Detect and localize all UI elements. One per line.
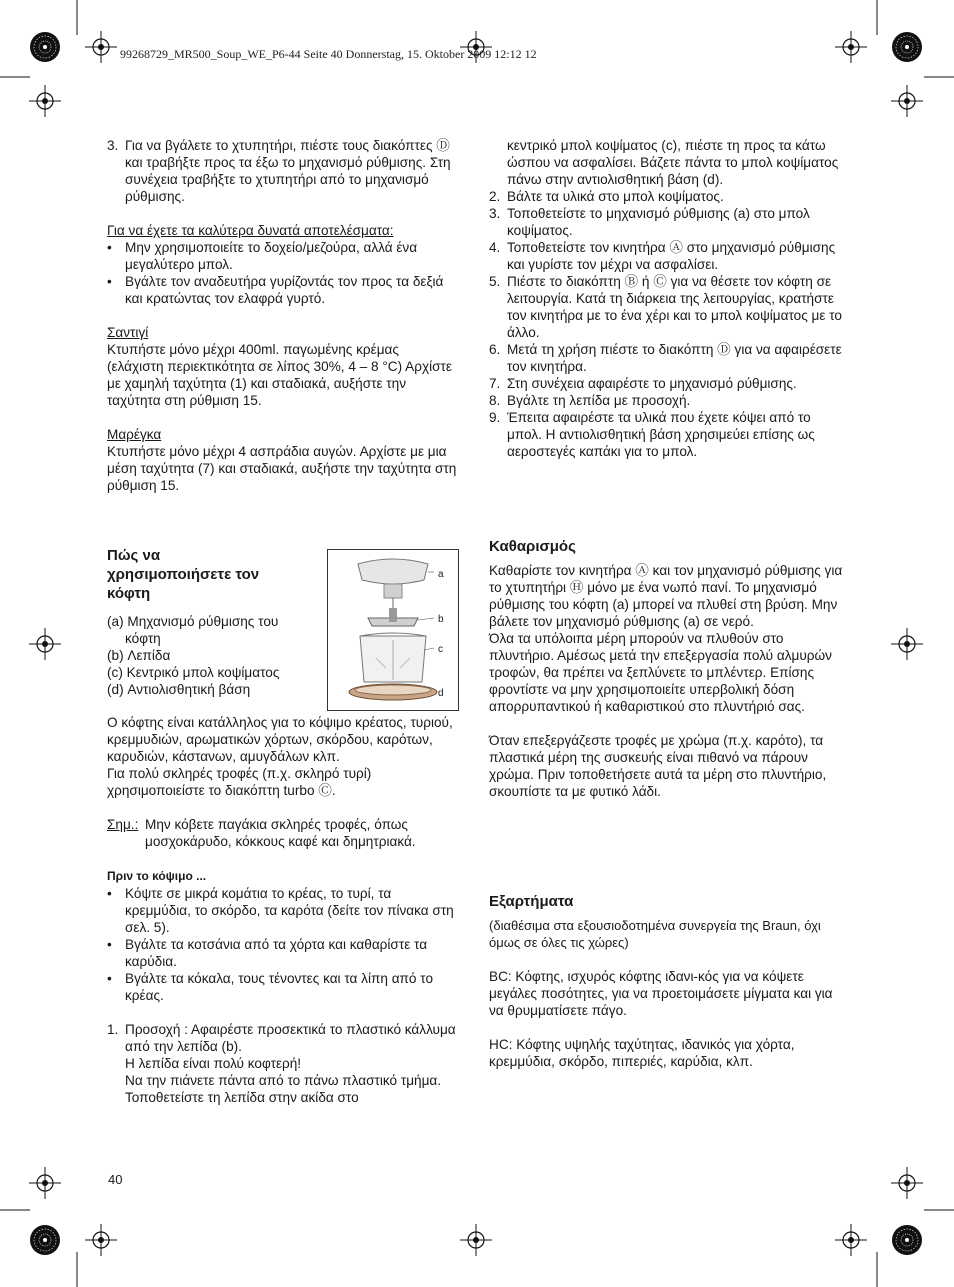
star-mark-icon bbox=[30, 32, 60, 62]
crosshair-icon bbox=[460, 1224, 492, 1256]
parts-list bbox=[107, 613, 317, 698]
accessories-intro: (διαθέσιμα στα εξουσιοδοτημένα συνεργεία της Braun, όχι όμως σε όλες τις χώρες) bbox=[489, 918, 821, 950]
cleaning-paragraph-2: Όλα τα υπόλοιπα μέρη μπορούν να πλυθούν στο πλυντήριο. Αμέσως μετά την επεξεργασία πολύ αλμυρών τροφών, θα πρέπει να ξεπλύνετε το μπλέντερ. Επίσης φροντίστε να μην χρησιμοποιείτε υπερβολική δόση απορρυπαντικού ή καθαριστικού στο πλυντήριό σας. bbox=[489, 631, 832, 714]
accessories-title: Εξαρτήματα bbox=[489, 893, 574, 910]
star-mark-icon bbox=[892, 32, 922, 62]
list-item: 4. Τοποθετείστε τον κινητήρα Ⓐ στο μηχανισμό ρύθμισης και γυρίστε τον μέχρι να ασφαλίσει. bbox=[489, 240, 836, 272]
chopper-illustration bbox=[327, 549, 459, 711]
meringue-text: Κτυπήστε μόνο μέχρι 4 ασπράδια αυγών. Αρχίστε με μια μέση ταχύτητα (7) και σταδιακά, αυξήστε την ταχύτητα στη ρύθμιση 15. bbox=[107, 444, 457, 493]
right-step-list bbox=[489, 188, 849, 460]
list-item: • Μην χρησιμοποιείτε το δοχείο/μεζούρα, αλλά ένα μεγαλύτερο μπολ. bbox=[107, 239, 457, 273]
note-block bbox=[107, 816, 457, 850]
crosshair-icon bbox=[29, 85, 61, 117]
list-item: 1. Προσοχή : Αφαιρέστε προσεκτικά το πλαστικό κάλλυμα από την λεπίδα (b). Η λεπίδα είναι πολύ κοφτερή! Να την πιάνετε πάντα από το πάνω πλαστικό τμήμα. Τοποθετείστε τη λεπίδα στην ακίδα στο bbox=[107, 1022, 456, 1105]
step1-continuation: κεντρικό μπολ κοψίματος (c), πιέστε τη προς τα κάτω ώσπου να ασφαλίσει. Βάζετε πάντα το μπολ κοψίματος πάνω στην αντιολισθητική βάση (d). bbox=[507, 138, 839, 187]
list-item: 8. Βγάλτε τη λεπίδα με προσοχή. bbox=[489, 393, 691, 408]
list-item: 2. Βάλτε τα υλικά στο μπολ κοψίματος. bbox=[489, 189, 724, 204]
list-item: 5. Πιέστε το διακόπτη Ⓑ ή Ⓒ για να θέσετε τον κόφτη σε λειτουργία. Κατά τη διάρκεια της λειτουργίας, κρατήστε τον κινητήρα με το ένα χέρι και το μπολ κοψίματος με το άλλο. bbox=[489, 274, 842, 340]
before-chopping-heading: Πριν το κόψιμο ... bbox=[107, 869, 207, 883]
list-item: 6. Μετά τη χρήση πιέστε το διακόπτη Ⓓ για να αφαιρέσετε τον κινητήρα. bbox=[489, 342, 842, 374]
star-mark-icon bbox=[30, 1225, 60, 1255]
list-item: 7. Στη συνέχεια αφαιρέστε το μηχανισμό ρύθμισης. bbox=[489, 376, 797, 391]
before-chopping-list bbox=[107, 885, 457, 1004]
chopper-body bbox=[107, 714, 457, 1106]
list-item: • Βγάλτε τα κοτσάνια από τα χόρτα και καθαρίστε τα καρύδια. bbox=[107, 936, 457, 970]
note-label: Σημ.: bbox=[107, 817, 139, 832]
accessory-bc: BC: Κόφτης, ισχυρός κόφτης ιδανι-κός για να κόψετε μεγάλες ποσότητες, για να προετοιμάσετε μίγματα και για να θρυμματίσετε πάγο. bbox=[489, 969, 833, 1018]
chantilly-heading: Σαντιγί bbox=[107, 325, 149, 340]
list-item: 9. Έπειτα αφαιρέστε τα υλικά που έχετε κόψει από το μπολ. Η αντιολισθητική βάση χρησιμεύει επίσης ως αεροστεγές καπάκι για το μπολ. bbox=[489, 410, 815, 459]
cleaning-paragraph-3: Όταν επεξεργάζεστε τροφές με χρώμα (π.χ. καρότο), τα πλαστικά μέρη της συσκευής είναι πιθανό να πάρουν χρώμα. Πριν τοποθετήσετε αυτά τα μέρη στο πλυντήριο, σκουπίστε τα με φυτικό λάδι. bbox=[489, 733, 827, 799]
crosshair-icon bbox=[29, 628, 61, 660]
crosshair-icon bbox=[835, 31, 867, 63]
list-item: (d) Αντιολισθητική βάση bbox=[107, 682, 251, 697]
right-column bbox=[489, 137, 849, 460]
list-item: • Κόψτε σε μικρά κομάτια το κρέας, το τυρί, τα κρεμμύδια, το σκόρδο, τα καρότα (δείτε τον πίνακα στη σελ. 5). bbox=[107, 885, 457, 936]
turbo-text: Για πολύ σκληρές τροφές (π.χ. σκληρό τυρί) χρησιμοποιείστε το διακόπτη turbo Ⓒ. bbox=[107, 766, 372, 798]
cleaning-title: Καθαρισμός bbox=[489, 538, 576, 555]
figure-label-c: c bbox=[438, 644, 443, 655]
figure-label-a: a bbox=[438, 569, 444, 580]
note-text: Μην κόβετε παγάκια σκληρές τροφές, όπως μοσχοκάρυδο, κόκκους καφέ και δημητριακά. bbox=[145, 817, 416, 849]
crosshair-icon bbox=[891, 85, 923, 117]
crosshair-icon bbox=[891, 628, 923, 660]
whisk-step-list bbox=[107, 137, 457, 205]
accessory-hc: HC: Κόφτης υψηλής ταχύτητας, ιδανικός για χόρτα, κρεμμύδια, σκόρδο, πιπεριές, καρύδια, κλπ. bbox=[489, 1037, 795, 1069]
list-item: 3. Τοποθετείστε το μηχανισμό ρύθμισης (a) στο μπολ κοψίματος. bbox=[489, 206, 810, 238]
list-item: • Βγάλτε τον αναδευτήρα γυρίζοντάς τον προς τα δεξιά και κρατώντας τον ελαφρά γυρτό. bbox=[107, 273, 457, 307]
figure-label-b: b bbox=[438, 614, 444, 625]
crosshair-icon bbox=[835, 1224, 867, 1256]
list-item: (b) Λεπίδα bbox=[107, 648, 171, 663]
accessories-section bbox=[489, 892, 849, 1070]
print-header: 99268729_MR500_Soup_WE_P6-44 Seite 40 Donnerstag, 15. Oktober 2009 12:12 12 bbox=[120, 47, 537, 61]
left-column bbox=[107, 137, 457, 494]
cleaning-section bbox=[489, 537, 849, 800]
crosshair-icon bbox=[85, 1224, 117, 1256]
list-item: (c) Κεντρικό μπολ κοψίματος bbox=[107, 665, 280, 680]
crosshair-icon bbox=[85, 31, 117, 63]
meringue-heading: Μαρέγκα bbox=[107, 427, 162, 442]
crosshair-icon bbox=[29, 1167, 61, 1199]
page-number: 40 bbox=[108, 1172, 123, 1187]
chantilly-text: Κτυπήστε μόνο μέχρι 400ml. παγωμένης κρέμας (ελάχιστη περιεκτικότητα σε λίπος 30%, 4 – 8 °C) Αρχίστε με χαμηλή ταχύτητα (1) και σταδιακά, αυξήστε την ταχύτητα στη ρύθμιση 15. bbox=[107, 342, 452, 408]
crosshair-icon bbox=[891, 1167, 923, 1199]
list-item: 3. Για να βγάλετε το χτυπητήρι, πιέστε τους διακόπτες Ⓓ και τραβήξτε προς τα έξω το μηχανισμό ρύθμισης. Στη συνέχεια τραβήξτε το χτυπητήρι από το μηχανισμό ρύθμισης. bbox=[107, 138, 451, 204]
chopper-intro: Ο κόφτης είναι κατάλληλος για το κόψιμο κρέατος, τυριού, κρεμμυδιών, αρωματικών χόρτων, σκόρδου, καρότων, καρυδιών, κάστανων, αμυγδάλων κλπ. bbox=[107, 715, 453, 764]
list-item: • Βγάλτε τα κόκαλα, τους τένοντες και τα λίπη από το κρέας. bbox=[107, 970, 457, 1004]
cleaning-paragraph-1: Καθαρίστε τον κινητήρα Ⓐ και τον μηχανισμό ρύθμισης για το χτυπητήρι Ⓗ μόνο με ένα νωπό πανί. Το μηχανισμό ρύθμισης του κόφτη (a) μπορεί να πλυθεί στη βρύση. Μην βάλετε τον μηχανισμό ρύθμισης (a) σε νερό. bbox=[489, 563, 843, 629]
chopper-title: Πώς να χρησιμοποιήσετε τον κόφτη bbox=[107, 547, 260, 602]
chopper-step-list bbox=[107, 1021, 457, 1106]
chopper-header-block bbox=[107, 546, 317, 698]
best-results-heading: Για να έχετε τα καλύτερα δυνατά αποτελέσματα: bbox=[107, 223, 394, 238]
best-results-list bbox=[107, 239, 457, 307]
list-item: (a) Μηχανισμό ρύθμισης του κόφτη bbox=[107, 614, 279, 646]
figure-label-d: d bbox=[438, 688, 444, 699]
star-mark-icon bbox=[892, 1225, 922, 1255]
